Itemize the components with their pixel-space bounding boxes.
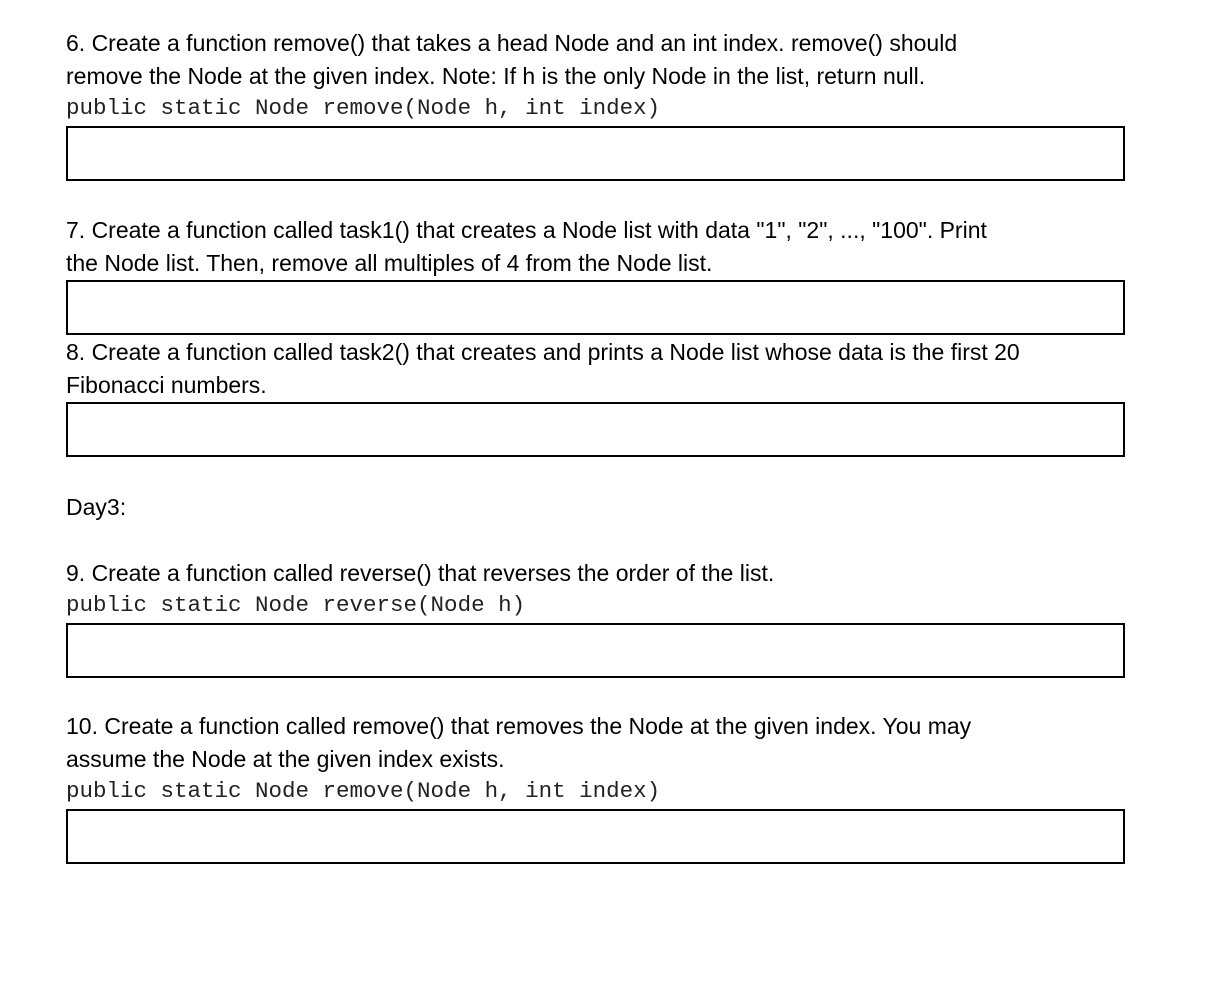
q9-answer-box[interactable] [66,623,1125,678]
q10-prompt-line-2: assume the Node at the given index exists. [66,746,505,772]
q8-prompt-line-2: Fibonacci numbers. [66,372,267,398]
q6-prompt-line-2: remove the Node at the given index. Note: If h is the only Node in the list, return null. [66,63,926,89]
q10-answer-box[interactable] [66,809,1125,864]
q6-answer-box[interactable] [66,126,1125,181]
q6-method-signature: public static Node remove(Node h, int index) [66,95,661,121]
q6-prompt-line-1: 6. Create a function remove() that takes a head Node and an int index. remove() should [66,30,958,56]
q8-prompt-line-1: 8. Create a function called task2() that creates and prints a Node list whose data is the first 20 [66,339,1020,365]
q7-answer-box[interactable] [66,280,1125,335]
q9-method-signature: public static Node reverse(Node h) [66,592,526,618]
q10-prompt-line-1: 10. Create a function called remove() that removes the Node at the given index. You may [66,713,972,739]
q7-prompt-line-2: the Node list. Then, remove all multiples of 4 from the Node list. [66,250,713,276]
day3-heading: Day3: [66,494,127,520]
q8-answer-box[interactable] [66,402,1125,457]
q10-method-signature: public static Node remove(Node h, int index) [66,778,661,804]
q9-prompt-line-1: 9. Create a function called reverse() that reverses the order of the list. [66,560,775,586]
q7-prompt-line-1: 7. Create a function called task1() that creates a Node list with data "1", "2", ..., "100". Print [66,217,987,243]
